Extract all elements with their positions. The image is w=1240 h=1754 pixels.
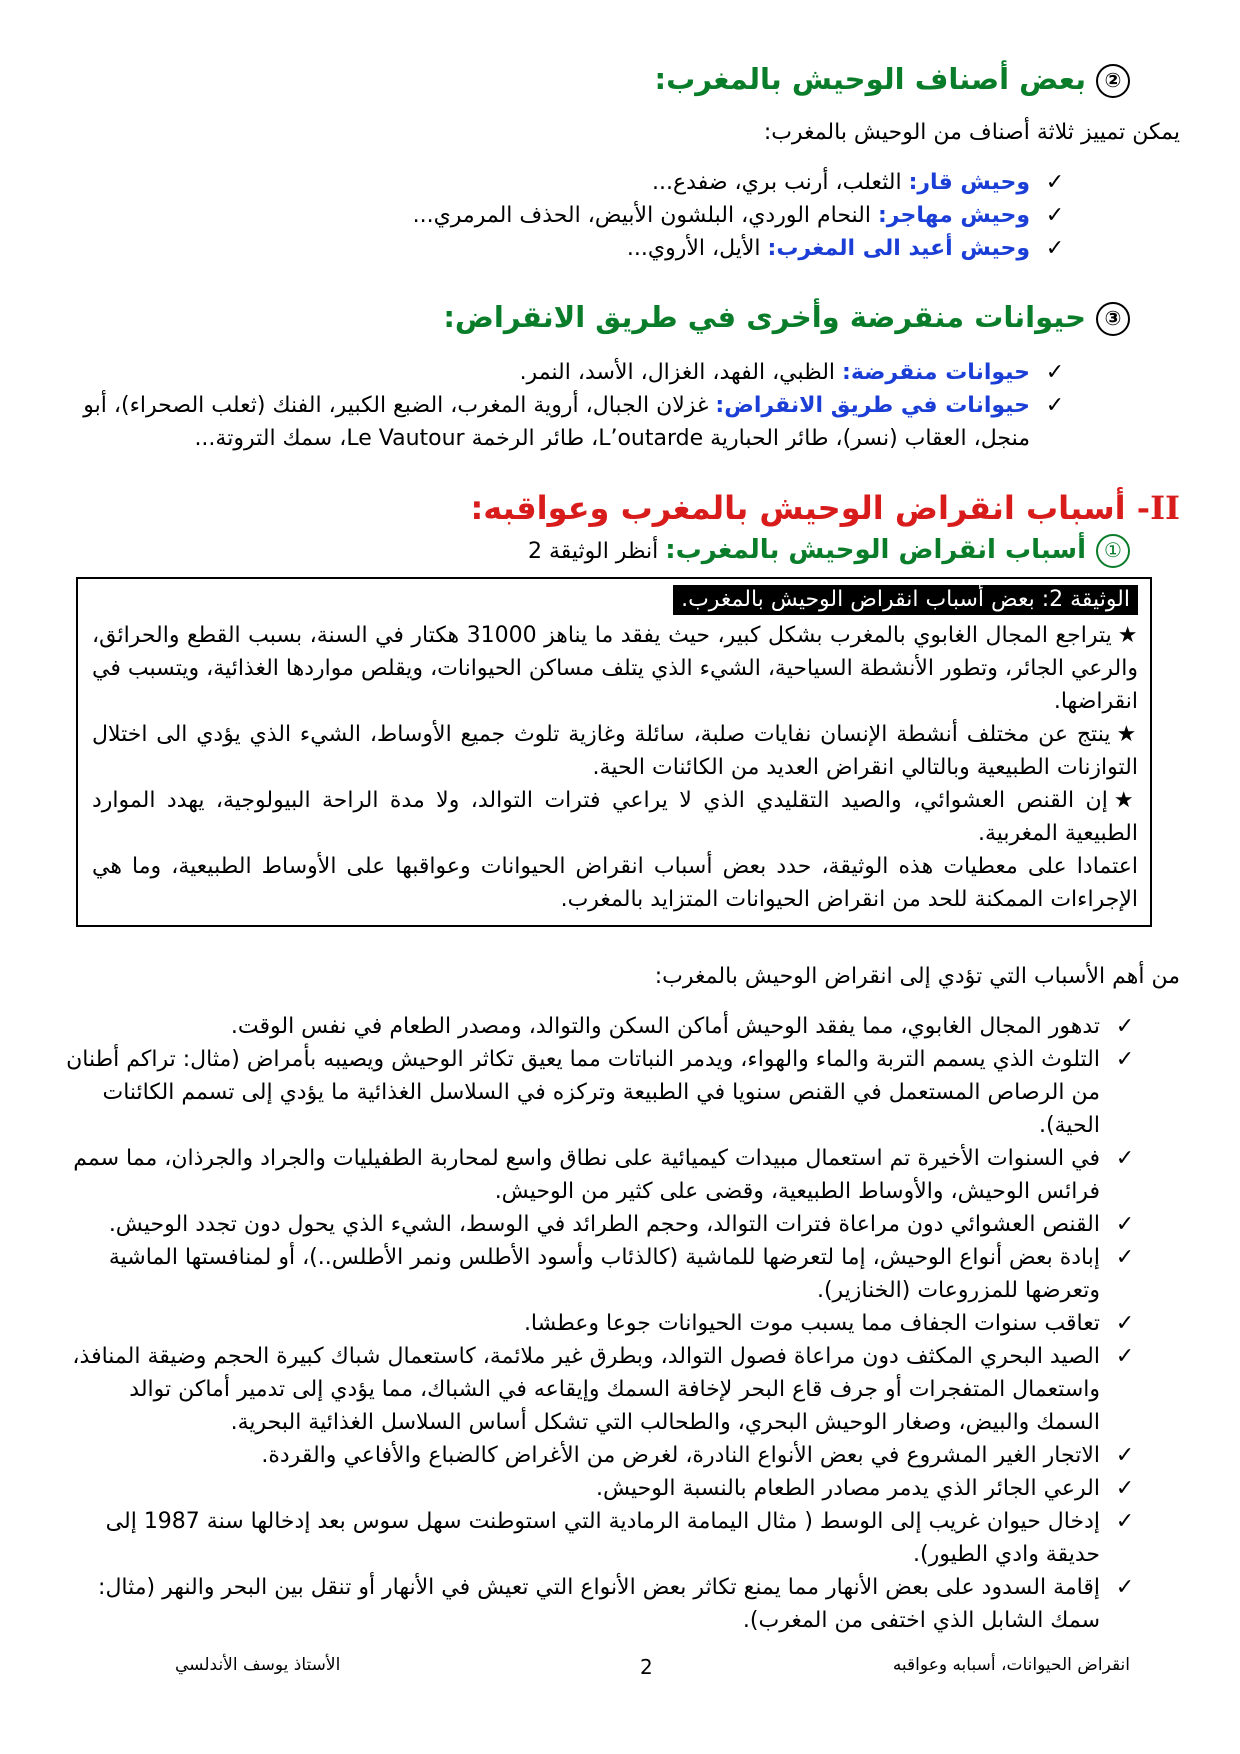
part-2-title: أسباب انقراض الوحيش بالمغرب وعواقبه: <box>470 489 1126 527</box>
part-2-subtitle: أسباب انقراض الوحيش بالمغرب: <box>665 535 1086 565</box>
list-item: ✓ تعاقب سنوات الجفاف مما يسبب موت الحيوانات جوعا وعطشا. <box>60 1307 1100 1340</box>
list-item: ✓ إبادة بعض أنواع الوحيش، إما لتعرضها للماشية (كالذئاب وأسود الأطلس ونمر الأطلس..)، أو لمنافستها الماشية وتعرضها للمزروعات (الخنازير). <box>60 1241 1100 1307</box>
section-number-icon: ③ <box>1096 302 1130 336</box>
document-paragraph: ★يتراجع المجال الغابوي بالمغرب بشكل كبير، حيث يفقد ما يناهز 31000 هكتار في السنة، بسبب القطع والحرائق، والرعي الجائر، وتطور الأنشطة السياحية، الشيء الذي يتلف مساكن الحيوانات، ويقلص مواردها الغذائية، ويتسبب في انقراضها. <box>92 623 1138 714</box>
check-icon: ✓ <box>1115 1311 1135 1336</box>
list-item: ✓ حيوانات في طريق الانقراض: غزلان الجبال، أروية المغرب، الضبع الكبير، الفنك (ثعلب الصحراء)، أبو منجل، العقاب (نسر)، طائر الحبارية L’outarde، طائر الرخمة Le Vautour، سمك التروتة... <box>35 389 1030 455</box>
section-3-heading <box>443 298 1130 336</box>
footer-topic: انقراض الحيوانات، أسبابه وعواقبه <box>892 1655 1130 1675</box>
check-icon: ✓ <box>1045 360 1065 385</box>
causes-list <box>60 1010 1140 1637</box>
check-icon: ✓ <box>1115 1344 1135 1369</box>
list-item: ✓ إدخال حيوان غريب إلى الوسط ( مثال اليمامة الرمادية التي استوطنت سهل سوس بعد إدخالها سنة 1987 إلى حديقة وادي الطيور). <box>60 1505 1100 1571</box>
section-number-icon: ② <box>1096 64 1130 98</box>
list-item: ✓ الاتجار الغير المشروع في بعض الأنواع النادرة، لغرض من الأغراض كالضباع والأفاعي والقردة. <box>60 1439 1100 1472</box>
check-icon: ✓ <box>1045 170 1065 195</box>
check-icon: ✓ <box>1115 1443 1135 1468</box>
section-2-title: بعض أصناف الوحيش بالمغرب: <box>654 62 1086 96</box>
check-icon: ✓ <box>1115 1245 1135 1270</box>
check-icon: ✓ <box>1045 393 1065 418</box>
star-icon: ★ <box>1117 623 1138 648</box>
check-icon: ✓ <box>1045 203 1065 228</box>
part-2-subheading <box>528 532 1130 570</box>
part-2-roman: II- <box>1136 489 1180 527</box>
causes-intro: من أهم الأسباب التي تؤدي إلى انقراض الوحيش بالمغرب: <box>654 964 1180 989</box>
check-icon: ✓ <box>1115 1509 1135 1534</box>
section-2-intro: يمكن تمييز ثلاثة أصناف من الوحيش بالمغرب: <box>763 120 1180 145</box>
check-icon: ✓ <box>1115 1047 1135 1072</box>
list-item: ✓ الرعي الجائر الذي يدمر مصادر الطعام بالنسبة الوحيش. <box>60 1472 1100 1505</box>
extinct-animals-list <box>35 356 1070 455</box>
part-2-heading <box>470 488 1180 528</box>
list-item: ✓ القنص العشوائي دون مراعاة فترات التوالد، وحجم الطرائد في الوسط، الشيء الذي يحول دون تجدد الوحيش. <box>60 1208 1100 1241</box>
list-item: ✓ تدهور المجال الغابوي، مما يفقد الوحيش أماكن السكن والتوالد، ومصدر الطعام في نفس الوقت. <box>60 1010 1100 1043</box>
star-icon: ★ <box>1113 788 1138 813</box>
list-item: ✓ إقامة السدود على بعض الأنهار مما يمنع تكاثر بعض الأنواع التي تعيش في الأنهار أو تنقل بين البحر والنهر (مثال: سمك الشابل الذي اختفى من المغرب). <box>60 1571 1100 1637</box>
fauna-types-list <box>180 166 1070 265</box>
list-item: ✓ وحيش مهاجر: النحام الوردي، البلشون الأبيض، الحذف المرمري... <box>180 199 1030 232</box>
document-box <box>76 577 1152 927</box>
check-icon: ✓ <box>1045 236 1065 261</box>
star-icon: ★ <box>1116 722 1138 747</box>
document-paragraph: ★ينتج عن مختلف أنشطة الإنسان نفايات صلبة، سائلة وغازية تلوث جميع الأوساط، الشيء الذي يؤدي الى اختلال التوازنات الطبيعية وبالتالي انقراض العديد من الكائنات الحية. <box>92 722 1138 780</box>
section-3-title: حيوانات منقرضة وأخرى في طريق الانقراض: <box>443 300 1086 334</box>
section-number-icon: ① <box>1096 534 1130 568</box>
document-question: اعتمادا على معطيات هذه الوثيقة، حدد بعض أسباب انقراض الحيوانات وعواقبها على الأوساط الطبيعية، وما هي الإجراءات الممكنة للحد من انقراض الحيوانات المتزايد بالمغرب. <box>92 854 1138 912</box>
list-item: ✓ حيوانات منقرضة: الظبي، الفهد، الغزال، الأسد، النمر. <box>35 356 1030 389</box>
check-icon: ✓ <box>1115 1476 1135 1501</box>
document-paragraph: ★إن القنص العشوائي، والصيد التقليدي الذي لا يراعي فترات التوالد، ولا مدة الراحة البيولوجية، يهدد الموارد الطبيعية المغربية. <box>92 788 1138 846</box>
list-item: ✓ وحيش قار: الثعلب، أرنب بري، ضفدع... <box>180 166 1030 199</box>
check-icon: ✓ <box>1115 1575 1135 1600</box>
check-icon: ✓ <box>1115 1014 1135 1039</box>
page-number: 2 <box>640 1655 653 1679</box>
list-item: ✓ الصيد البحري المكثف دون مراعاة فصول التوالد، وبطرق غير ملائمة، كاستعمال شباك كبيرة الحجم وضيقة المنافذ، واستعمال المتفجرات أو جرف قاع البحر لإخافة السمك وإيقاعه في الشباك، مما يؤدي إلى تدمير أماكن توالد السمك والبيض، وصغار الوحيش البحري، والطحالب التي تشكل أساس السلاسل الغذائية البحرية. <box>60 1340 1100 1439</box>
footer-author: الأستاذ يوسف الأندلسي <box>175 1655 341 1675</box>
list-item: ✓ التلوث الذي يسمم التربة والماء والهواء، ويدمر النباتات مما يعيق تكاثر الوحيش ويصيبه بأمراض (مثال: تراكم أطنان من الرصاص المستعمل في القنص سنويا في الطبيعة وتركزه في السلاسل الغذائية ما يؤدي إلى تسمم الكائنات الحية). <box>60 1043 1100 1142</box>
section-2-heading <box>655 60 1131 98</box>
check-icon: ✓ <box>1115 1212 1135 1237</box>
check-icon: ✓ <box>1115 1146 1135 1171</box>
list-item: ✓ وحيش أعيد الى المغرب: الأيل، الأروي... <box>180 232 1030 265</box>
document-title: الوثيقة 2: بعض أسباب انقراض الوحيش بالمغرب. <box>673 585 1138 615</box>
document-reference: أنظر الوثيقة 2 <box>527 539 666 564</box>
list-item: ✓ في السنوات الأخيرة تم استعمال مبيدات كيميائية على نطاق واسع لمحاربة الطفيليات والجراد والجرذان، مما سمم فرائس الوحيش، والأوساط الطبيعية، وقضى على كثير من الوحيش. <box>60 1142 1100 1208</box>
